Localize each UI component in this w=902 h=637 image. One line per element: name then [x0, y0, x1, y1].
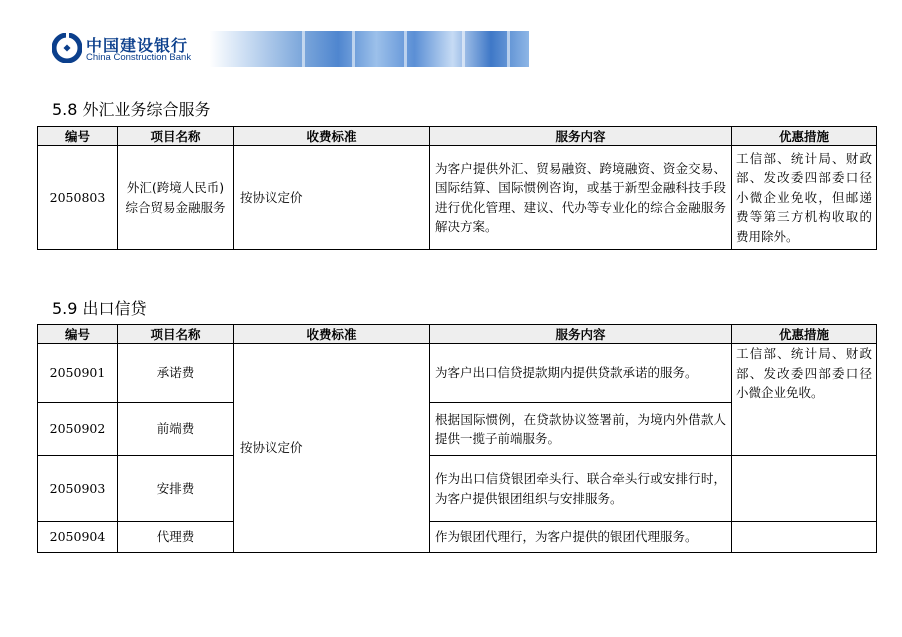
export-credit-table [37, 324, 877, 553]
table-row [38, 344, 877, 403]
col-header-name: 项目名称 [118, 127, 234, 146]
table-header-row [38, 325, 877, 344]
item-name: 承诺费 [118, 344, 234, 403]
item-code: 2050902 [38, 403, 118, 456]
item-name: 外汇(跨境人民币)综合贸易金融服务 [118, 146, 234, 250]
table-row [38, 456, 877, 522]
col-header-discount: 优惠措施 [732, 127, 877, 146]
col-header-name: 项目名称 [118, 325, 234, 344]
col-header-content: 服务内容 [430, 127, 732, 146]
item-code: 2050803 [38, 146, 118, 250]
item-discount-empty [732, 522, 877, 553]
bank-name-cn: 中国建设银行 [86, 36, 189, 55]
item-content: 作为银团代理行，为客户提供的银团代理服务。 [430, 522, 732, 553]
col-header-code: 编号 [38, 325, 118, 344]
item-fee: 按协议定价 [234, 146, 430, 250]
bank-name-en: China Construction Bank [86, 52, 192, 63]
table-row [38, 522, 877, 553]
fx-service-table [37, 126, 877, 250]
item-discount-empty [732, 456, 877, 522]
ccb-logo-icon [52, 33, 82, 63]
table-header-row [38, 127, 877, 146]
section-title-5-9: 5.9 出口信贷 [52, 299, 147, 318]
item-name: 前端费 [118, 403, 234, 456]
item-content: 作为出口信贷银团牵头行、联合牵头行或安排行时，为客户提供银团组织与安排服务。 [430, 456, 732, 522]
col-header-fee: 收费标准 [234, 325, 430, 344]
col-header-discount: 优惠措施 [732, 325, 877, 344]
item-fee: 按协议定价 [234, 344, 430, 553]
item-discount: 工信部、统计局、财政部、发改委四部委口径小微企业免收，但邮递费等第三方机构收取的费用除外。 [732, 146, 877, 250]
item-code: 2050901 [38, 344, 118, 403]
item-name: 安排费 [118, 456, 234, 522]
table-row [38, 403, 877, 456]
item-content: 为客户出口信贷提款期内提供贷款承诺的服务。 [430, 344, 732, 403]
item-name: 代理费 [118, 522, 234, 553]
col-header-content: 服务内容 [430, 325, 732, 344]
bank-banner [52, 31, 529, 67]
item-code: 2050903 [38, 456, 118, 522]
item-discount: 工信部、统计局、财政部、发改委四部委口径小微企业免收。 [732, 344, 877, 403]
item-discount-empty [732, 403, 877, 456]
item-content: 为客户提供外汇、贸易融资、跨境融资、资金交易、国际结算、国际惯例咨询，或基于新型金融科技手段进行优化管理、建议、代办等专业化的综合金融服务解决方案。 [430, 146, 732, 250]
col-header-fee: 收费标准 [234, 127, 430, 146]
item-code: 2050904 [38, 522, 118, 553]
table-row [38, 146, 877, 250]
item-content: 根据国际惯例，在贷款协议签署前，为境内外借款人提供一揽子前端服务。 [430, 403, 732, 456]
col-header-code: 编号 [38, 127, 118, 146]
section-title-5-8: 5.8 外汇业务综合服务 [52, 100, 211, 119]
